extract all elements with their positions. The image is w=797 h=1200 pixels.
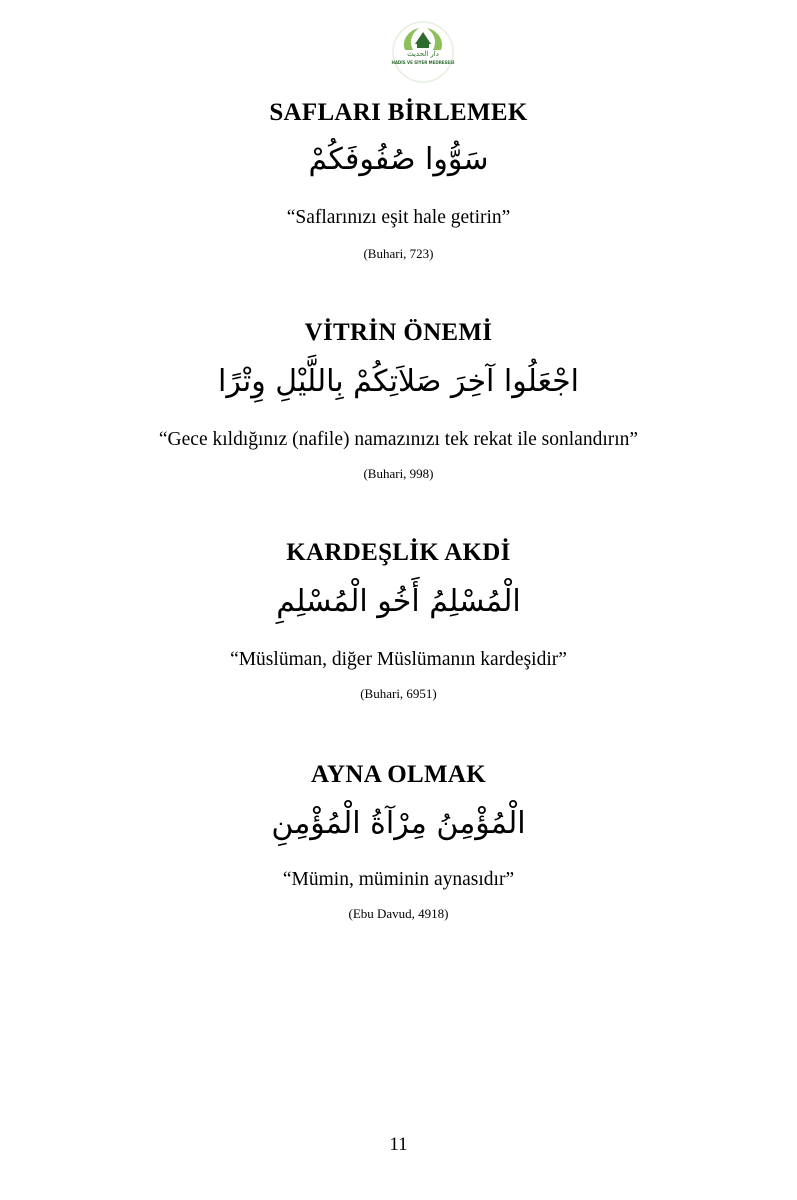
section-heading: VİTRİN ÖNEMİ — [304, 319, 493, 346]
hadith-arabic-text: الْمُسْلِمُ أَخُو الْمُسْلِمِ — [276, 584, 521, 619]
section-heading: KARDEŞLİK AKDİ — [286, 539, 511, 566]
hadith-translation: “Gece kıldığınız (nafile) namazınızı tek rekat ile sonlandırın” — [158, 429, 639, 450]
section-heading: AYNA OLMAK — [310, 761, 486, 788]
medrese-logo — [391, 20, 455, 84]
hadith-arabic-text: سَوُّوا صُفُوفَكُمْ — [308, 142, 489, 177]
hadith-source: (Buhari, 723) — [363, 246, 434, 261]
section-heading: SAFLARI BİRLEMEK — [269, 99, 528, 126]
hadith-source: (Ebu Davud, 4918) — [348, 906, 449, 921]
hadith-source: (Buhari, 998) — [363, 466, 434, 481]
hadith-translation: “Mümin, müminin aynasıdır” — [282, 869, 515, 890]
page-number: 11 — [389, 1134, 408, 1155]
hadith-translation: “Müslüman, diğer Müslümanın kardeşidir” — [230, 649, 567, 670]
logo-arabic-text: دار الحديث — [407, 50, 439, 58]
logo-turkish-text: HADİS VE SİYER MEDRESESİ — [391, 60, 455, 65]
hadith-arabic-text: الْمُؤْمِنُ مِرْآةُ الْمُؤْمِنِ — [271, 806, 526, 841]
hadith-translation: “Saflarınızı eşit hale getirin” — [286, 207, 511, 228]
hadith-source: (Buhari, 6951) — [360, 686, 437, 701]
hadith-arabic-text: اجْعَلُوا آخِرَ صَلاَتِكُمْ بِاللَّيْلِ وِتْرًا — [217, 364, 579, 399]
